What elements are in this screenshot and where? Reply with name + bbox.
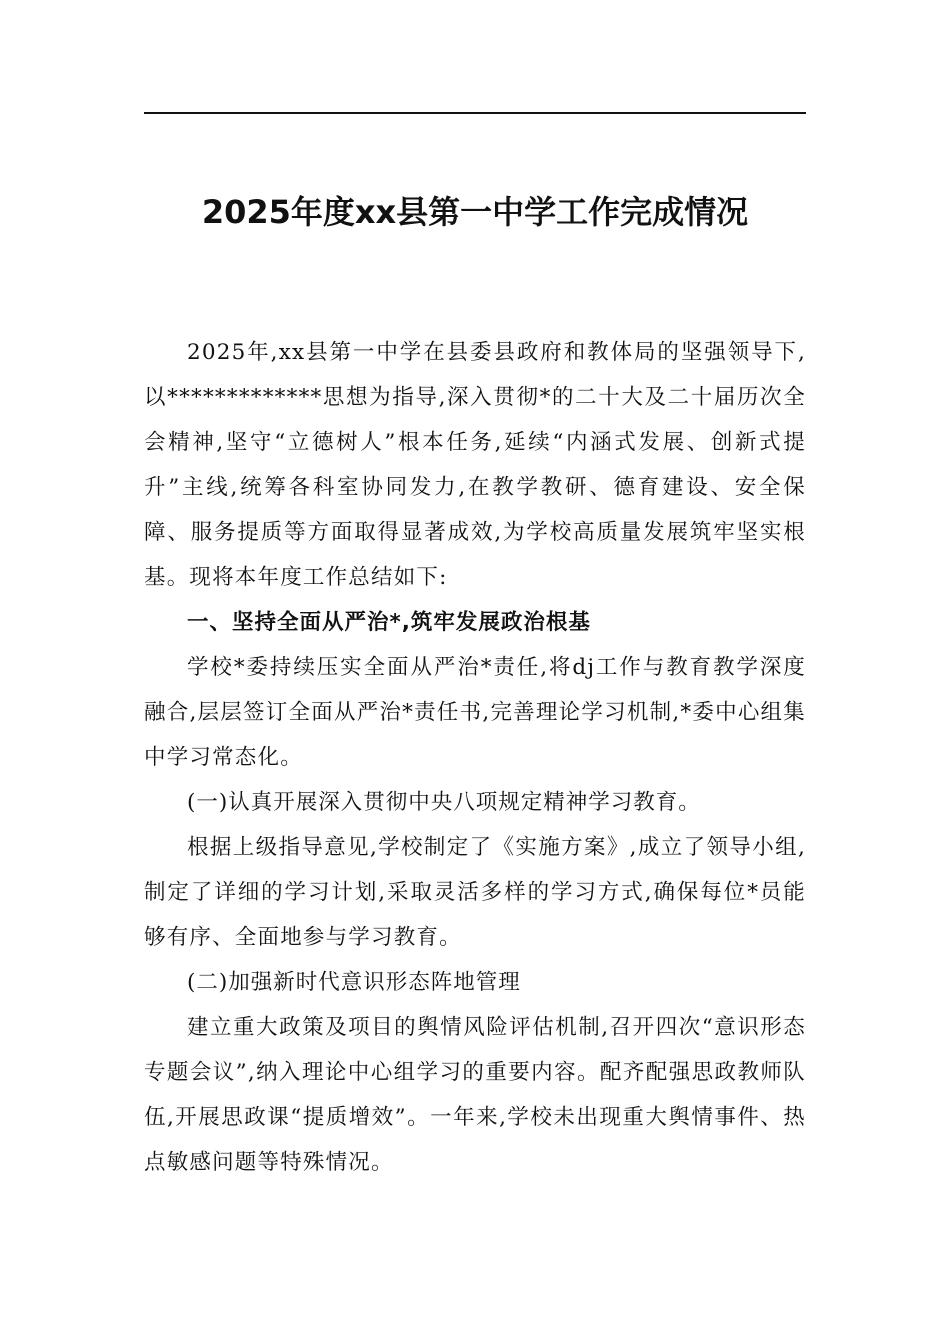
intro-paragraph: 2025年,xx县第一中学在县委县政府和教体局的坚强领导下,以*************思想为指导,深入贯彻*的二十大及二十届历次全会精神,坚守“立德树人”根本任务,延续“内涵式发展、创新式提升”主线,统筹各科室协同发力,在教学教研、德育建设、安全保障、服务提质等方面取得显著成效,为学校高质量发展筑牢坚实根基。现将本年度工作总结如下: <box>144 340 806 590</box>
header-rule <box>144 112 806 114</box>
section-1-paragraph: 学校*委持续压实全面从严治*责任,将dj工作与教育教学深度融合,层层签订全面从严治*责任书,完善理论学习机制,*委中心组集中学习常态化。 <box>144 655 806 770</box>
subsection-heading-1: (一)认真开展深入贯彻中央八项规定精神学习教育。 <box>187 790 701 815</box>
subsection-heading-2: (二)加强新时代意识形态阵地管理 <box>187 970 521 995</box>
subsection-1-paragraph: 根据上级指导意见,学校制定了《实施方案》,成立了领导小组,制定了详细的学习计划,采取灵活多样的学习方式,确保每位*员能够有序、全面地参与学习教育。 <box>144 835 806 950</box>
document-title: 2025年度xx县第一中学工作完成情况 <box>201 193 749 231</box>
section-heading-1: 一、坚持全面从严治*,筑牢发展政治根基 <box>187 610 591 635</box>
subsection-2-paragraph: 建立重大政策及项目的舆情风险评估机制,召开四次“意识形态专题会议”,纳入理论中心组学习的重要内容。配齐配强思政教师队伍,开展思政课“提质增效”。一年来,学校未出现重大舆情事件、热点敏感问题等特殊情况。 <box>144 1015 806 1175</box>
document-body <box>144 330 806 1185</box>
